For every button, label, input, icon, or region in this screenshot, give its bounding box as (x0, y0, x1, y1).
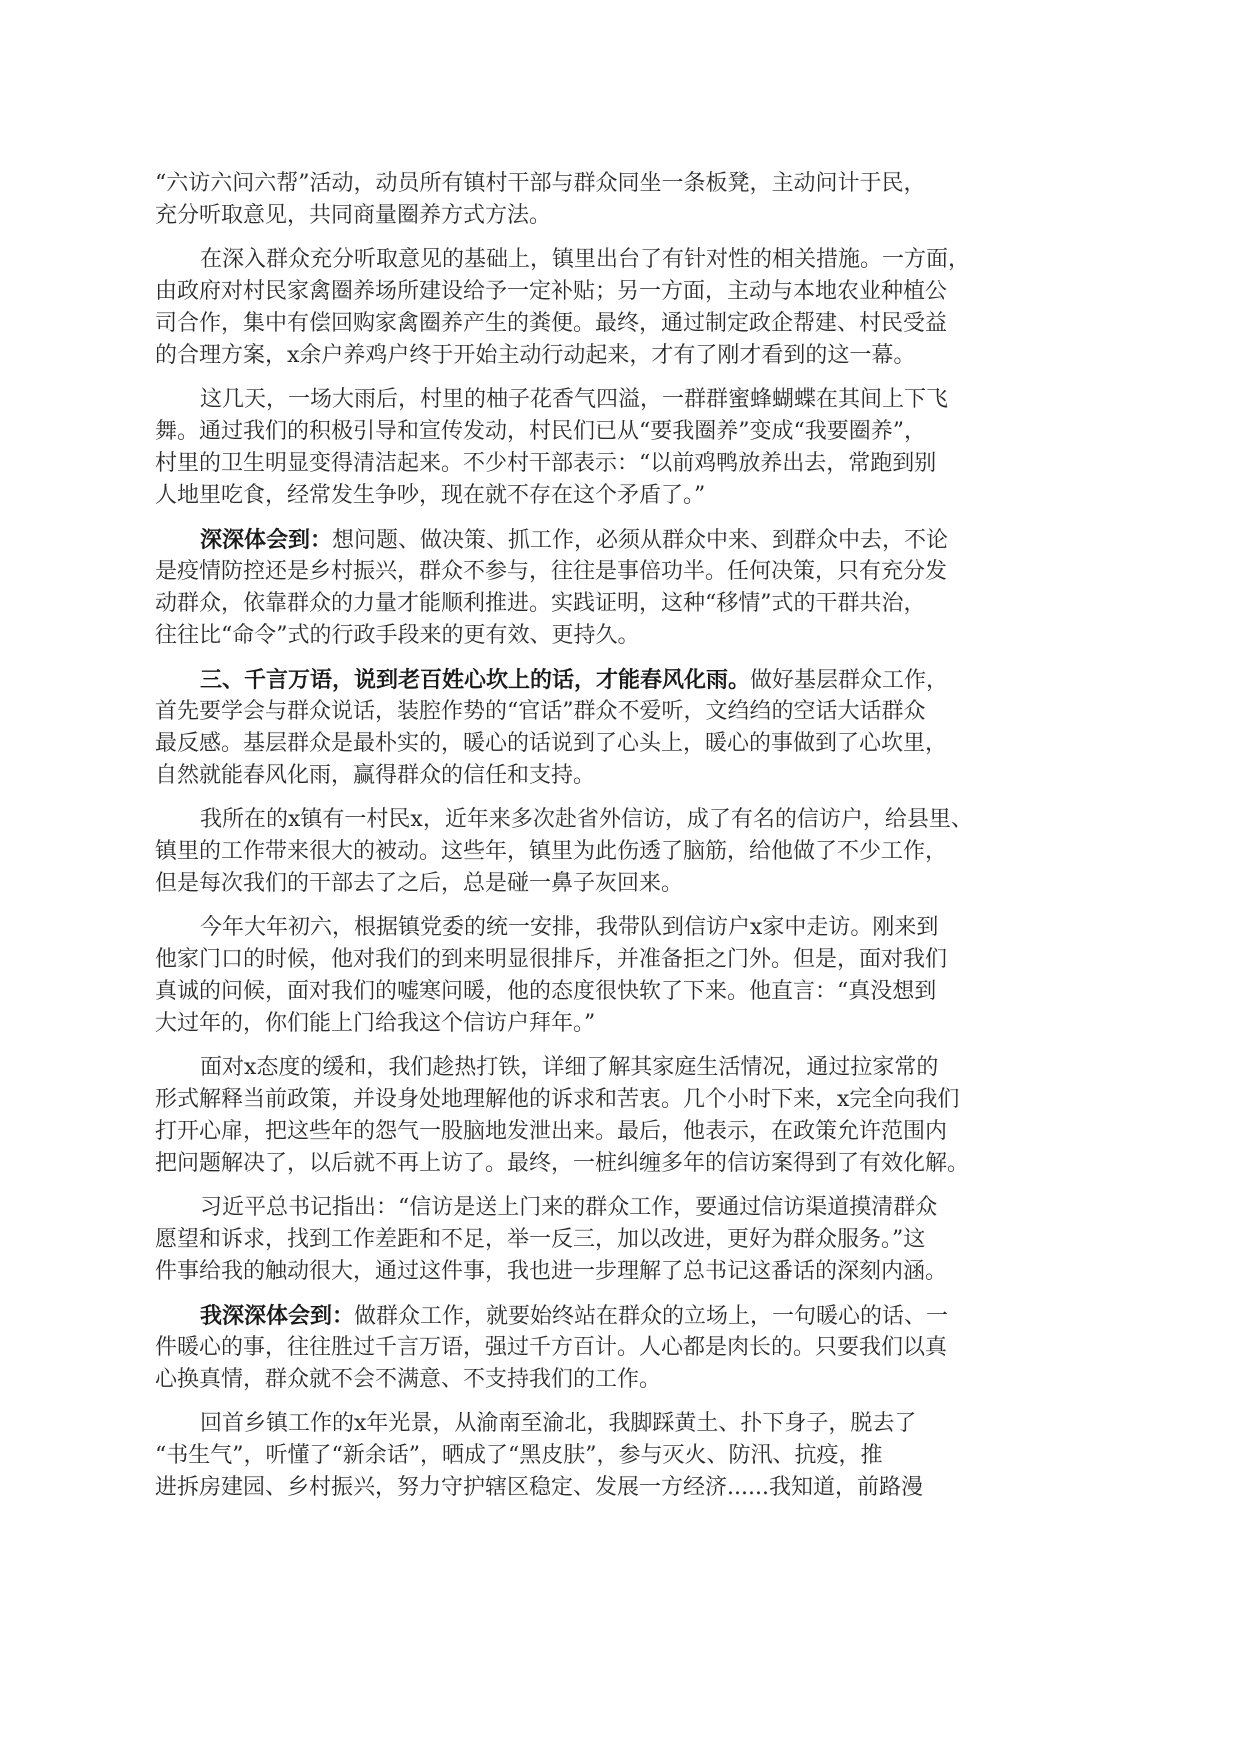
text-line: 在深入群众充分听取意见的基础上，镇里出台了有针对性的相关措施。一方面， (200, 247, 971, 272)
bold-heading: 深深体会到： (200, 527, 333, 553)
text-line: 真诚的问候，面对我们的嘘寒问暖，他的态度很快软了下来。他直言：“真没想到 (155, 979, 937, 1004)
text-line: 我所在的x镇有一村民x，近年来多次赴省外信访，成了有名的信访户，给县里、 (200, 807, 973, 832)
text-line: 心换真情，群众就不会不满意、不支持我们的工作。 (155, 1367, 662, 1392)
text-line: 司合作，集中有偿回购家禽圈养产生的粪便。最终，通过制定政企帮建、村民受益 (155, 311, 948, 336)
text-line: 打开心扉，把这些年的怨气一股脑地发泄出来。最后，他表示，在政策允许范围内 (155, 1119, 948, 1144)
section-heading: 三、千言万语，说到老百姓心坎上的话，才能春风化雨。 (200, 667, 751, 693)
text-line: 舞。通过我们的积极引导和宣传发动，村民们已从“要我圈养”变成“我要圈养”， (155, 419, 926, 444)
text-line: “书生气”，听懂了“新余话”，晒成了“黑皮肤”，参与灭火、防汛、抗疫，推 (155, 1443, 883, 1468)
text-line (155, 524, 1075, 556)
text-line: “六访六问六帮”活动，动员所有镇村干部与群众同坐一条板凳，主动问计于民， (155, 171, 926, 196)
text-line: 首先要学会与群众说话，装腔作势的“官话”群众不爱听，文绉绉的空话大话群众 (155, 699, 926, 724)
text-line: 把问题解决了，以后就不再上访了。最终，一桩纠缠多年的信访案得到了有效化解。 (155, 1151, 970, 1176)
paragraph (155, 1300, 1075, 1396)
text-line: 习近平总书记指出：“信访是送上门来的群众工作，要通过信访渠道摸清群众 (200, 1195, 938, 1220)
paragraph (155, 912, 1075, 1040)
text-line (155, 664, 1075, 696)
text-line: 回首乡镇工作的x年光景，从渝南至渝北，我脚踩黄土、扑下身子，脱去了 (200, 1411, 917, 1436)
text-line: 进拆房建园、乡村振兴，努力守护辖区稳定、发展一方经济......我知道，前路漫 (155, 1475, 923, 1500)
paragraph (155, 1052, 1075, 1180)
text-line: 愿望和诉求，找到工作差距和不足，举一反三，加以改进，更好为群众服务。”这 (155, 1227, 926, 1252)
text-line: 件暖心的事，往往胜过千言万语，强过千方百计。人心都是肉长的。只要我们以真 (155, 1335, 948, 1360)
paragraph (155, 1408, 1075, 1504)
text-line: 人地里吃食，经常发生争吵，现在就不存在这个矛盾了。” (155, 483, 706, 508)
text-line: 他家门口的时候，他对我们的到来明显很排斥，并准备拒之门外。但是，面对我们 (155, 947, 948, 972)
text-line: 形式解释当前政策，并设身处地理解他的诉求和苦衷。几个小时下来，x完全向我们 (155, 1087, 960, 1112)
text-line: 最反感。基层群众是最朴实的，暖心的话说到了心头上，暖心的事做到了心坎里， (155, 731, 948, 756)
text-line (155, 1300, 1075, 1332)
text-line: 由政府对村民家禽圈养场所建设给予一定补贴；另一方面，主动与本地农业种植公 (155, 279, 948, 304)
text-line: 面对x态度的缓和，我们趁热打铁，详细了解其家庭生活情况，通过拉家常的 (200, 1055, 939, 1080)
text-line: 件事给我的触动很大，通过这件事，我也进一步理解了总书记这番话的深刻内涵。 (155, 1259, 948, 1284)
paragraph (155, 1192, 1075, 1288)
text-line: 是疫情防控还是乡村振兴，群众不参与，往往是事倍功半。任何决策，只有充分发 (155, 559, 948, 584)
text-line: 往往比“命令”式的行政手段来的更有效、更持久。 (155, 623, 640, 648)
text-line: 村里的卫生明显变得清洁起来。不少村干部表示：“以前鸡鸭放养出去，常跑到别 (155, 451, 937, 476)
paragraph (155, 664, 1075, 792)
paragraph (155, 804, 1075, 900)
text-run: 做群众工作，就要始终站在群众的立场上，一句暖心的话、一 (354, 1304, 949, 1329)
paragraph (155, 244, 1075, 372)
text-line: 自然就能春风化雨，赢得群众的信任和支持。 (155, 763, 596, 788)
text-run: 想问题、做决策、抓工作，必须从群众中来、到群众中去，不论 (332, 528, 949, 553)
text-line: 今年大年初六，根据镇党委的统一安排，我带队到信访户x家中走访。刚来到 (200, 915, 939, 940)
text-line: 动群众，依靠群众的力量才能顺利推进。实践证明，这种“移情”式的干群共治， (155, 591, 926, 616)
paragraph (155, 384, 1075, 512)
text-line: 这几天，一场大雨后，村里的柚子花香气四溢，一群群蜜蜂蝴蝶在其间上下飞 (200, 387, 949, 412)
text-line: 镇里的工作带来很大的被动。这些年，镇里为此伤透了脑筋，给他做了不少工作， (155, 839, 948, 864)
text-line: 但是每次我们的干部去了之后，总是碰一鼻子灰回来。 (155, 871, 684, 896)
text-line: 大过年的，你们能上门给我这个信访户拜年。” (155, 1011, 596, 1036)
text-run: 做好基层群众工作， (750, 668, 949, 693)
paragraph (155, 168, 1075, 232)
paragraph (155, 524, 1075, 652)
document-page (155, 168, 1075, 1516)
text-line: 的合理方案，x余户养鸡户终于开始主动行动起来，才有了刚才看到的这一幕。 (155, 343, 916, 368)
bold-heading: 我深深体会到： (200, 1303, 355, 1329)
text-line: 充分听取意见，共同商量圈养方式方法。 (155, 203, 552, 228)
